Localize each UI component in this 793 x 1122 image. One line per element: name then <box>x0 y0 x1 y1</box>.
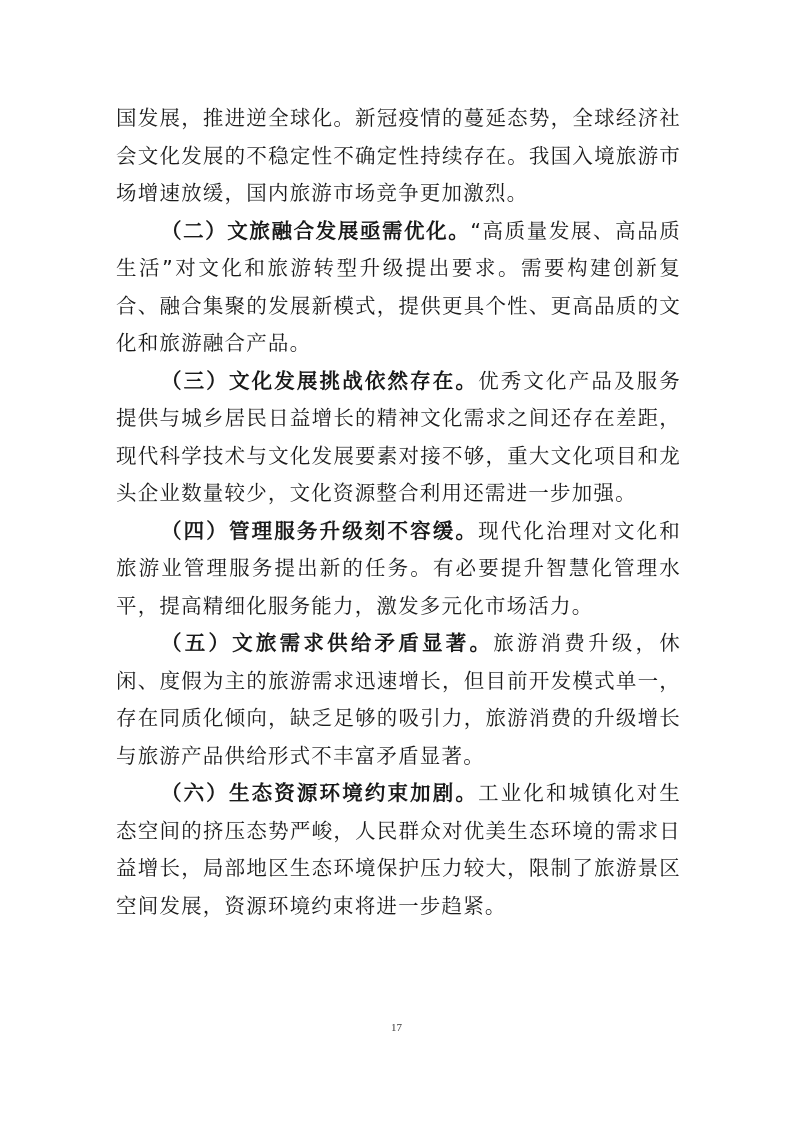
section-2-heading: （二）文旅融合发展亟需优化。 <box>161 218 471 243</box>
section-6-paragraph <box>116 775 681 925</box>
section-3-paragraph <box>116 363 681 513</box>
section-6-heading: （六）生态资源环境约束加剧。 <box>161 781 479 805</box>
section-5-heading: （五）文旅需求供给矛盾显著。 <box>161 631 494 655</box>
section-5-text: 旅游消费升级，休闲、度假为主的旅游需求迅速增长，但目前开发模式单一，存在同质化倾向，缺乏足够的吸引力，旅游消费的升级增长与旅游产品供给形式不丰富矛盾显著。 <box>116 631 681 768</box>
section-4-text: 现代化治理对文化和旅游业管理服务提出新的任务。有必要提升智慧化管理水平，提高精细化服务能力，激发多元化市场活力。 <box>116 518 681 618</box>
section-6-text: 工业化和城镇化对生态空间的挤压态势严峻，人民群众对优美生态环境的需求日益增长，局部地区生态环境保护压力较大，限制了旅游景区空间发展，资源环境约束将进一步趋紧。 <box>116 781 681 918</box>
section-4-heading: （四）管理服务升级刻不容缓。 <box>161 518 479 543</box>
page-number: 17 <box>391 1022 402 1034</box>
paragraph-text: 国发展，推进逆全球化。新冠疫情的蔓延态势，全球经济社会文化发展的不稳定性不确定性持续存在。我国入境旅游市场增速放缓，国内旅游市场竞争更加激烈。 <box>116 106 681 205</box>
body-text <box>116 100 681 925</box>
paragraph-continuation <box>116 100 681 213</box>
section-4-paragraph <box>116 513 681 626</box>
section-3-text: 优秀文化产品及服务提供与城乡居民日益增长的精神文化需求之间还存在差距，现代科学技术与文化发展要素对接不够，重大文化项目和龙头企业数量较少，文化资源整合利用还需进一步加强。 <box>116 368 681 505</box>
section-2-text: “高质量发展、高品质生活”对文化和旅游转型升级提出要求。需要构建创新复合、融合集聚的发展新模式，提供更具个性、更高品质的文化和旅游融合产品。 <box>116 218 681 355</box>
section-5-paragraph <box>116 625 681 775</box>
section-3-heading: （三）文化发展挑战依然存在。 <box>161 368 479 393</box>
section-2-paragraph <box>116 213 681 363</box>
